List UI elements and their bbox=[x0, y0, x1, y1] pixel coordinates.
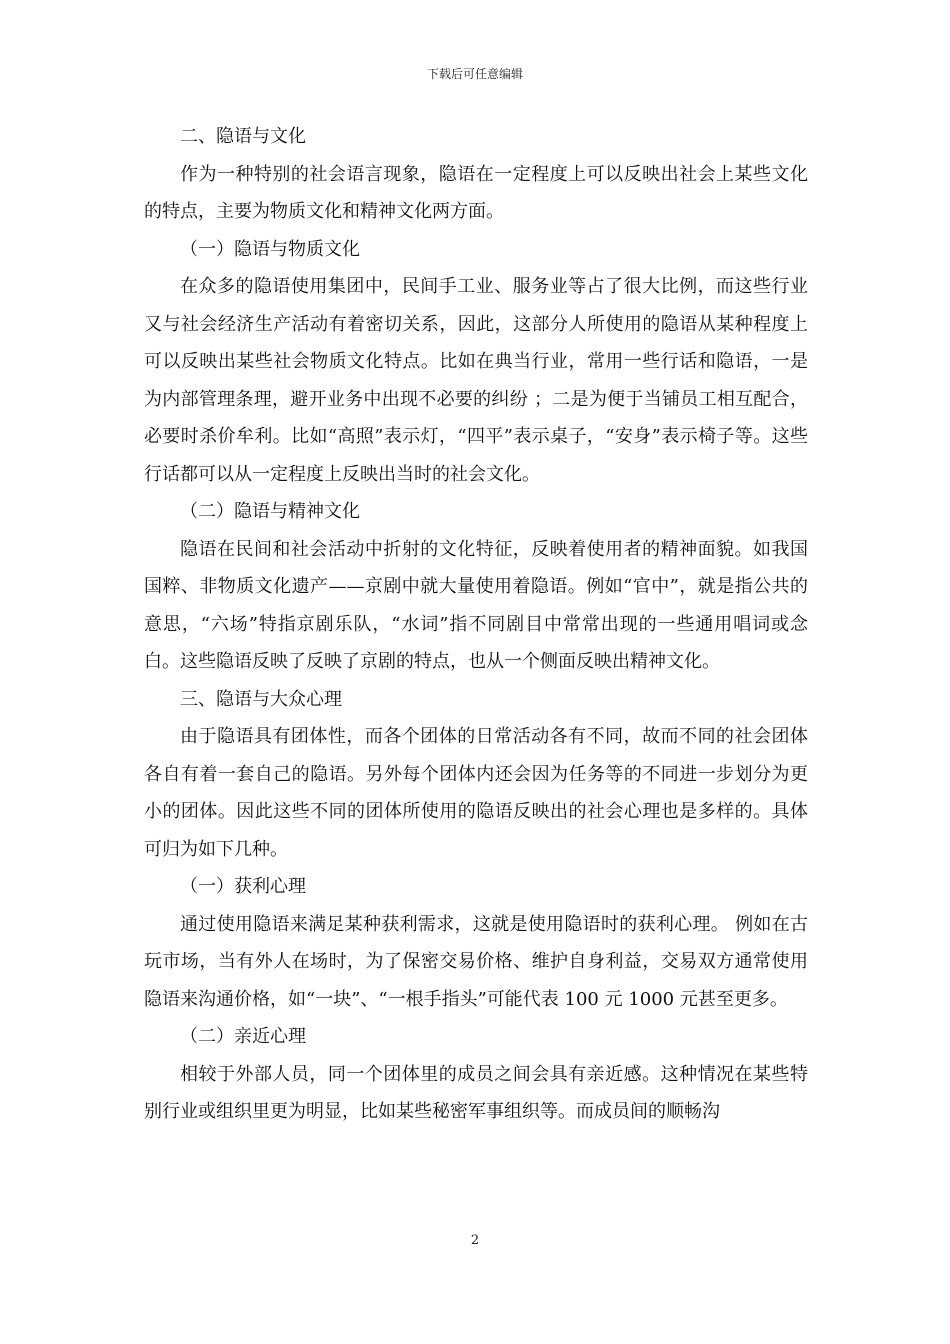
paragraph: 由于隐语具有团体性，而各个团体的日常活动各有不同，故而不同的社会团体各自有着一套自己的隐语。另外每个团体内还会因为任务等的不同进一步划分为更小的团体。因此这些不同的团体所使用的隐语反映出的社会心理也是多样的。具体可归为如下几种。 bbox=[144, 726, 808, 860]
subsection-heading-material-culture: （一）隐语与物质文化 bbox=[180, 238, 360, 260]
paragraph: 相较于外部人员，同一个团体里的成员之间会具有亲近感。这种情况在某些特别行业或组织里更为明显，比如某些秘密军事组织等。而成员间的顺畅沟 bbox=[144, 1063, 808, 1122]
section-heading-culture: 二、隐语与文化 bbox=[180, 126, 306, 147]
subsection-heading-profit: （一）获利心理 bbox=[180, 876, 306, 897]
paragraph: 在众多的隐语使用集团中，民间手工业、服务业等占了很大比例，而这些行业又与社会经济生产活动有着密切关系，因此，这部分人所使用的隐语从某种程度上可以反映出某些社会物质文化特点。比如在典当行业，常用一些行话和隐语，一是为内部管理条理，避开业务中出现不必要的纠纷 ；二是为便于当铺员工相互配合，必要时杀价牟利。比如“高照”表示灯，“四平”表示桌子，“安身”表示椅子等。这些行话都可以从一定程度上反映出当时的社会文化。 bbox=[144, 276, 808, 485]
paragraph: 隐语在民间和社会活动中折射的文化特征，反映着使用者的精神面貌。如我国国粹、非物质文化遗产——京剧中就大量使用着隐语。例如“官中”，就是指公共的意思，“六场”特指京剧乐队，“水词”指不同剧目中常常出现的一些通用唱词或念白。这些隐语反映了反映了京剧的特点，也从一个侧面反映出精神文化。 bbox=[144, 538, 808, 672]
page-number: 2 bbox=[470, 1233, 480, 1248]
paragraph: 作为一种特别的社会语言现象，隐语在一定程度上可以反映出社会上某些文化的特点，主要为物质文化和精神文化两方面。 bbox=[144, 163, 808, 222]
paragraph: 通过使用隐语来满足某种获利需求，这就是使用隐语时的获利心理。 例如在古玩市场，当有外人在场时，为了保密交易价格、维护自身利益，交易双方通常使用隐语来沟通价格，如“一块”、“一根手指头”可能代表 100 元 1000 元甚至更多。 bbox=[144, 913, 808, 1010]
subsection-heading-spiritual-culture: （二）隐语与精神文化 bbox=[180, 501, 360, 522]
document-body bbox=[144, 118, 808, 1131]
section-heading-public-psychology: 三、隐语与大众心理 bbox=[180, 688, 342, 710]
subsection-heading-intimacy: （二）亲近心理 bbox=[180, 1026, 306, 1047]
page-header: 下载后可任意编辑 bbox=[426, 67, 523, 81]
